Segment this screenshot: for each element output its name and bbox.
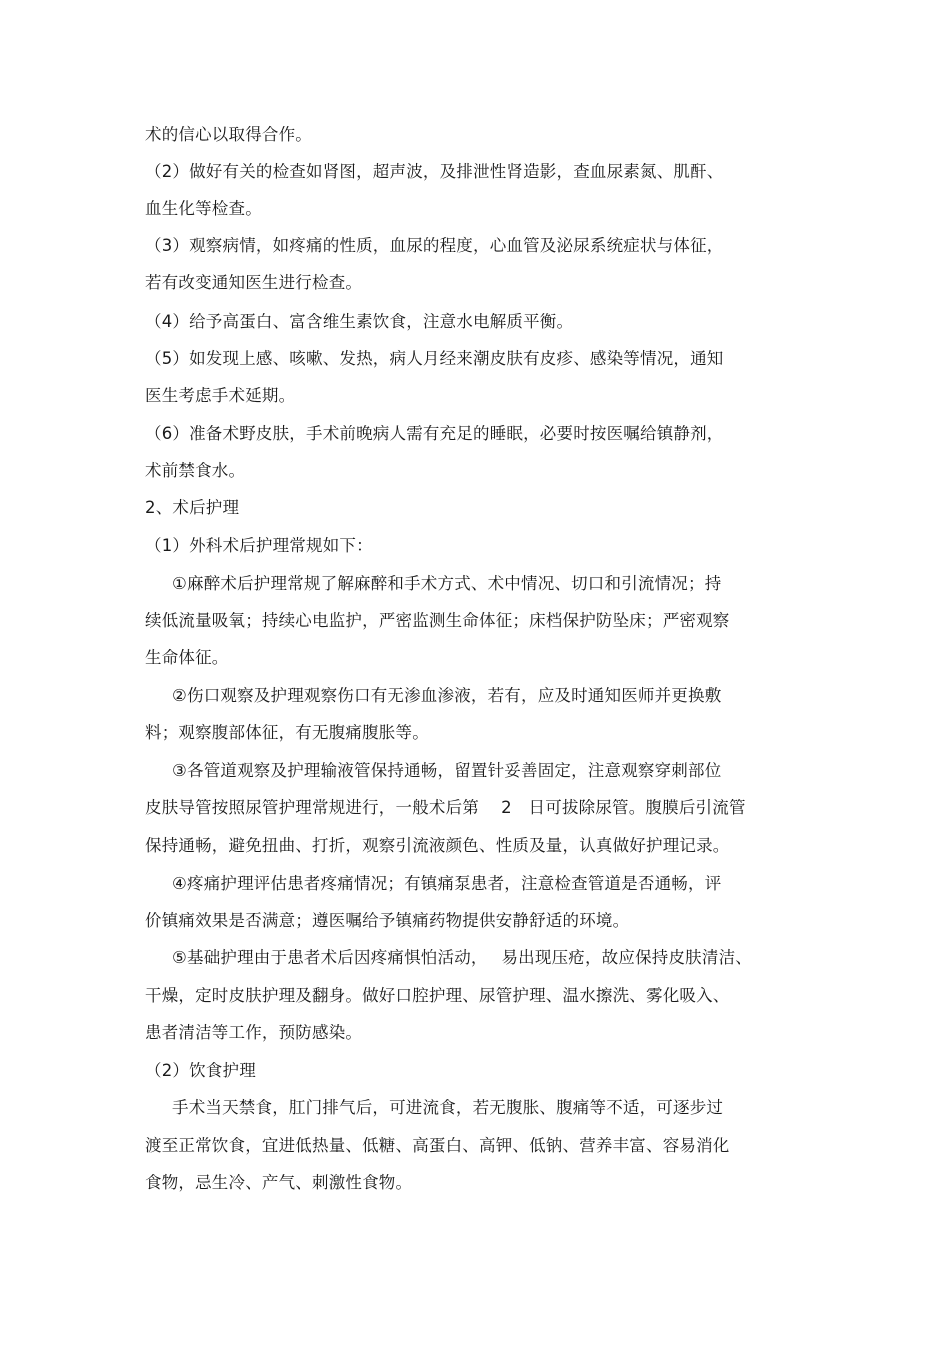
text-line: 保持通畅，避免扭曲、打折，观察引流液颜色、性质及量，认真做好护理记录。 (145, 836, 730, 855)
text-line: 价镇痛效果是否满意；遵医嘱给予镇痛药物提供安静舒适的环境。 (145, 911, 630, 930)
text-line: （6）准备术野皮肤，手术前晚病人需有充足的睡眠，必要时按医嘱给镇静剂， (145, 424, 724, 443)
text-line: 医生考虑手术延期。 (145, 386, 296, 405)
text-line: （2）饮食护理 (145, 1061, 256, 1080)
text-line: （2）做好有关的检查如肾图，超声波，及排泄性肾造影，查血尿素氮、肌酐、 (145, 162, 724, 181)
text-line: （4）给予高蛋白、富含维生素饮食，注意水电解质平衡。 (145, 312, 574, 331)
text-line: 术前禁食水。 (145, 461, 246, 480)
text-line: 渡至正常饮食，宜进低热量、低糖、高蛋白、高钾、低钠、营养丰富、容易消化 (145, 1136, 730, 1155)
text-line: 血生化等检查。 (145, 199, 262, 218)
text-line: ⑤基础护理由于患者术后因疼痛惧怕活动， 易出现压疮，故应保持皮肤清洁、 (172, 948, 752, 967)
text-line: ①麻醉术后护理常规了解麻醉和手术方式、术中情况、切口和引流情况；持 (172, 574, 722, 593)
text-line: （1）外科术后护理常规如下： (145, 536, 373, 555)
text-line: ③各管道观察及护理输液管保持通畅，留置针妥善固定，注意观察穿刺部位 (172, 761, 722, 780)
text-line: 生命体征。 (145, 648, 229, 667)
text-line: 干燥，定时皮肤护理及翻身。做好口腔护理、尿管护理、温水擦洗、雾化吸入、 (145, 986, 730, 1005)
text-line: （5）如发现上感、咳嗽、发热，病人月经来潮皮肤有皮疹、感染等情况，通知 (145, 349, 724, 368)
section-heading: 2、术后护理 (145, 498, 240, 517)
text-line: 续低流量吸氧；持续心电监护，严密监测生命体征；床档保护防坠床；严密观察 (145, 611, 730, 630)
text-line: 食物，忌生冷、产气、刺激性食物。 (145, 1173, 413, 1192)
text-line: 患者清洁等工作，预防感染。 (145, 1023, 363, 1042)
text-line: 手术当天禁食，肛门排气后，可进流食，若无腹胀、腹痛等不适，可逐步过 (172, 1098, 724, 1117)
text-line: 料；观察腹部体征，有无腹痛腹胀等。 (145, 723, 429, 742)
text-line: 术的信心以取得合作。 (145, 125, 312, 144)
text-line: 若有改变通知医生进行检查。 (145, 273, 363, 292)
text-line: ②伤口观察及护理观察伤口有无渗血渗液，若有，应及时通知医师并更换敷 (172, 686, 722, 705)
text-line: ④疼痛护理评估患者疼痛情况；有镇痛泵患者，注意检查管道是否通畅，评 (172, 874, 722, 893)
text-line: （3）观察病情，如疼痛的性质，血尿的程度，心血管及泌尿系统症状与体征， (145, 236, 724, 255)
text-line: 皮肤导管按照尿管护理常规进行，一般术后第 2 日可拔除尿管。腹膜后引流管 (145, 798, 746, 817)
